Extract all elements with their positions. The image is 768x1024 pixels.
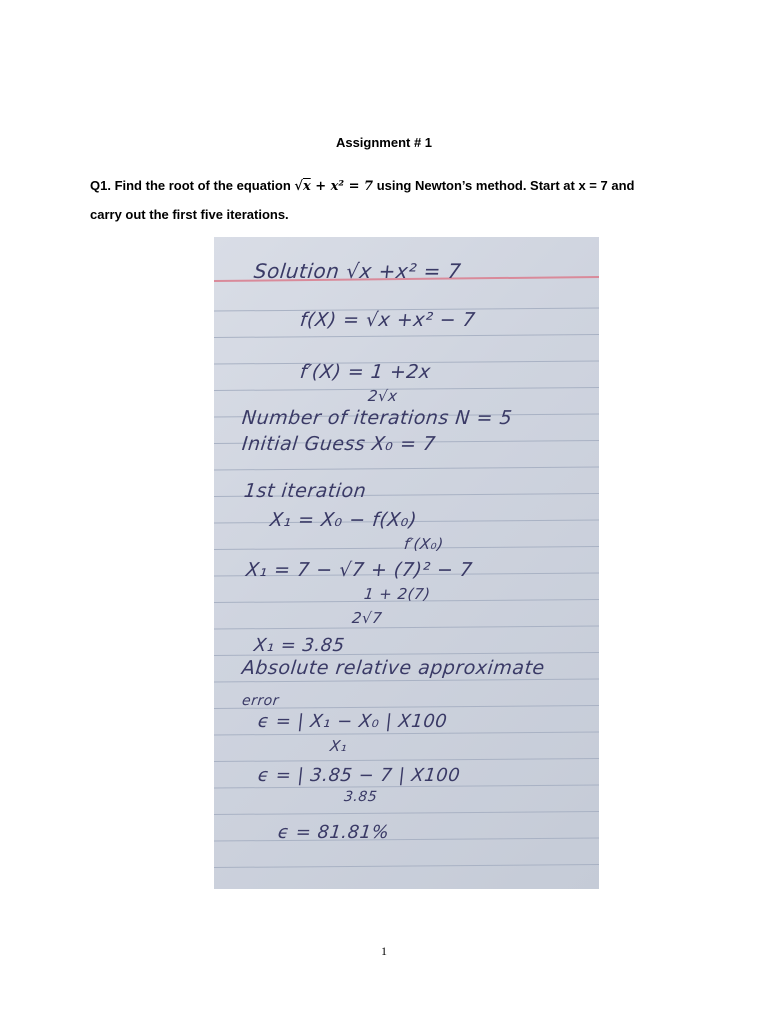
hw-line-newton-formula: X₁ = X₀ − f(X₀) bbox=[268, 509, 419, 531]
page-number: 1 bbox=[381, 944, 387, 958]
equation: √x + x² = 7 bbox=[294, 179, 374, 194]
hw-line-substitution-root: 2√7 bbox=[351, 609, 384, 627]
hw-line-function: f(X) = √x +x² − 7 bbox=[298, 309, 477, 331]
notebook-rule-line bbox=[214, 732, 599, 735]
notebook-rule-line bbox=[214, 838, 599, 841]
hw-line-error-formula: ϵ = | X₁ − X₀ | X100 bbox=[256, 711, 449, 732]
hw-line-newton-denominator: f′(X₀) bbox=[403, 535, 445, 553]
notebook-rule-line bbox=[214, 388, 599, 391]
hw-line-error-heading: Absolute relative approximate bbox=[240, 657, 546, 679]
question-suffix: using Newton’s method. Start at x = 7 and bbox=[373, 178, 635, 193]
hw-line-derivative: f′(X) = 1 +2x bbox=[298, 361, 432, 383]
notebook-rule-line bbox=[214, 865, 599, 868]
question-text bbox=[90, 172, 730, 229]
hw-line-x1-result: X₁ = 3.85 bbox=[252, 635, 346, 656]
hw-line-error-substituted: ϵ = | 3.85 − 7 | X100 bbox=[256, 765, 462, 786]
hw-line-error-substituted-denominator: 3.85 bbox=[343, 789, 379, 805]
notebook-rule-line bbox=[214, 812, 599, 815]
hw-line-solution: Solution √x +x² = 7 bbox=[252, 259, 463, 283]
hw-line-derivative-denominator: 2√x bbox=[367, 387, 399, 405]
equation-radicand: x bbox=[302, 179, 311, 194]
question-prefix: Q1. Find the root of the equation bbox=[90, 178, 295, 193]
hw-line-substitution: X₁ = 7 − √7 + (7)² − 7 bbox=[244, 559, 474, 581]
equation-rest: + x² = 7 bbox=[310, 179, 374, 194]
hw-line-first-iteration: 1st iteration bbox=[242, 480, 368, 502]
hw-line-error-formula-denominator: X₁ bbox=[329, 737, 349, 755]
hw-line-error-result: ϵ = 81.81% bbox=[276, 822, 391, 843]
question-line2: carry out the first five iterations. bbox=[90, 207, 289, 222]
notebook-rule-line bbox=[214, 626, 599, 629]
notebook-rule-line bbox=[214, 467, 599, 470]
handwritten-solution-photo bbox=[214, 237, 599, 889]
notebook-rule-line bbox=[214, 335, 599, 338]
assignment-title: Assignment # 1 bbox=[335, 135, 433, 150]
notebook-rule-line bbox=[214, 759, 599, 762]
hw-line-iterations: Number of iterations N = 5 bbox=[240, 407, 514, 429]
hw-line-substitution-denominator: 1 + 2(7) bbox=[363, 585, 432, 603]
hw-line-initial-guess: Initial Guess X₀ = 7 bbox=[240, 433, 437, 455]
notebook-rule-line bbox=[214, 679, 599, 682]
hw-line-error-word: error bbox=[241, 693, 280, 709]
